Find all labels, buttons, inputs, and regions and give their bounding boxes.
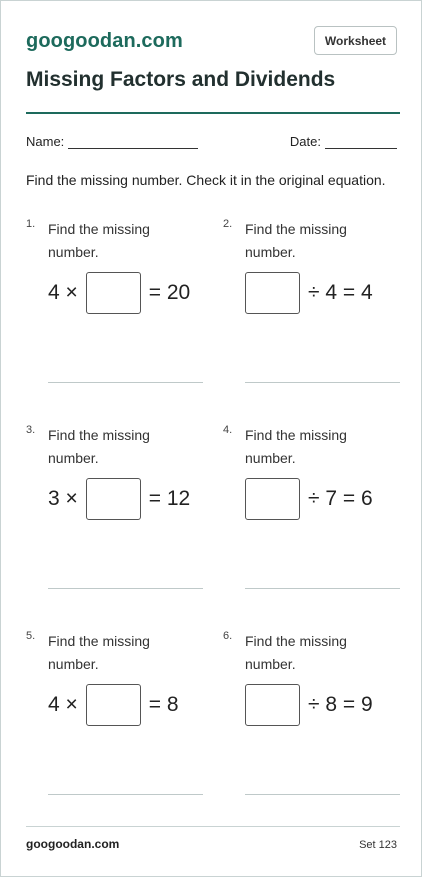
problem-number: 1. (26, 218, 36, 230)
work-line (48, 588, 203, 589)
answer-box (86, 272, 141, 314)
worksheet-badge: Worksheet (314, 26, 397, 55)
date-label: Date: (289, 134, 321, 149)
problem-number: 6. (223, 630, 233, 642)
equation-right: ÷ 8 = 9 (308, 693, 373, 716)
work-line (245, 588, 400, 589)
problem-6 (223, 630, 403, 810)
problem-number: 3. (26, 424, 36, 436)
name-field (26, 134, 198, 149)
equation (245, 478, 373, 520)
footer-brand: googoodan.com (26, 837, 120, 851)
work-line (48, 794, 203, 795)
date-blank (325, 135, 397, 149)
problem-5 (26, 630, 206, 810)
equation (245, 272, 373, 314)
answer-box (86, 478, 141, 520)
problem-number: 2. (223, 218, 233, 230)
problem-prompt: Find the missing number. (48, 221, 150, 260)
problem-prompt: Find the missing number. (48, 427, 150, 466)
equation-right: = 12 (148, 487, 191, 510)
title-divider (26, 112, 400, 114)
footer-set-label: Set 123 (359, 839, 397, 851)
equation-right: = 8 (148, 693, 179, 716)
equation (245, 684, 373, 726)
work-line (245, 794, 400, 795)
problem-3 (26, 424, 206, 604)
instructions: Find the missing number. Check it in the original equation. (26, 172, 386, 188)
problem-1 (26, 218, 206, 398)
problem-prompt: Find the missing number. (245, 221, 347, 260)
problem-4 (223, 424, 403, 604)
problem-prompt: Find the missing number. (245, 427, 347, 466)
page-title: Missing Factors and Dividends (26, 68, 336, 91)
equation-left: 4 × (48, 281, 78, 304)
name-label: Name: (26, 134, 65, 149)
problem-2 (223, 218, 403, 398)
equation (48, 272, 190, 314)
footer-divider (26, 826, 400, 827)
problem-prompt: Find the missing number. (48, 633, 150, 672)
date-field (290, 134, 397, 149)
answer-box (86, 684, 141, 726)
problem-prompt: Find the missing number. (245, 633, 347, 672)
equation-left: 3 × (48, 487, 78, 510)
equation-right: ÷ 4 = 4 (308, 281, 373, 304)
equation-right: = 20 (148, 281, 191, 304)
equation-right: ÷ 7 = 6 (308, 487, 373, 510)
work-line (48, 382, 203, 383)
answer-box (245, 272, 300, 314)
equation (48, 478, 190, 520)
problem-number: 4. (223, 424, 233, 436)
answer-box (245, 684, 300, 726)
name-blank (68, 135, 198, 149)
answer-box (245, 478, 300, 520)
equation-left: 4 × (48, 693, 78, 716)
equation (48, 684, 179, 726)
problem-number: 5. (26, 630, 36, 642)
work-line (245, 382, 400, 383)
site-brand: googoodan.com (26, 30, 183, 52)
